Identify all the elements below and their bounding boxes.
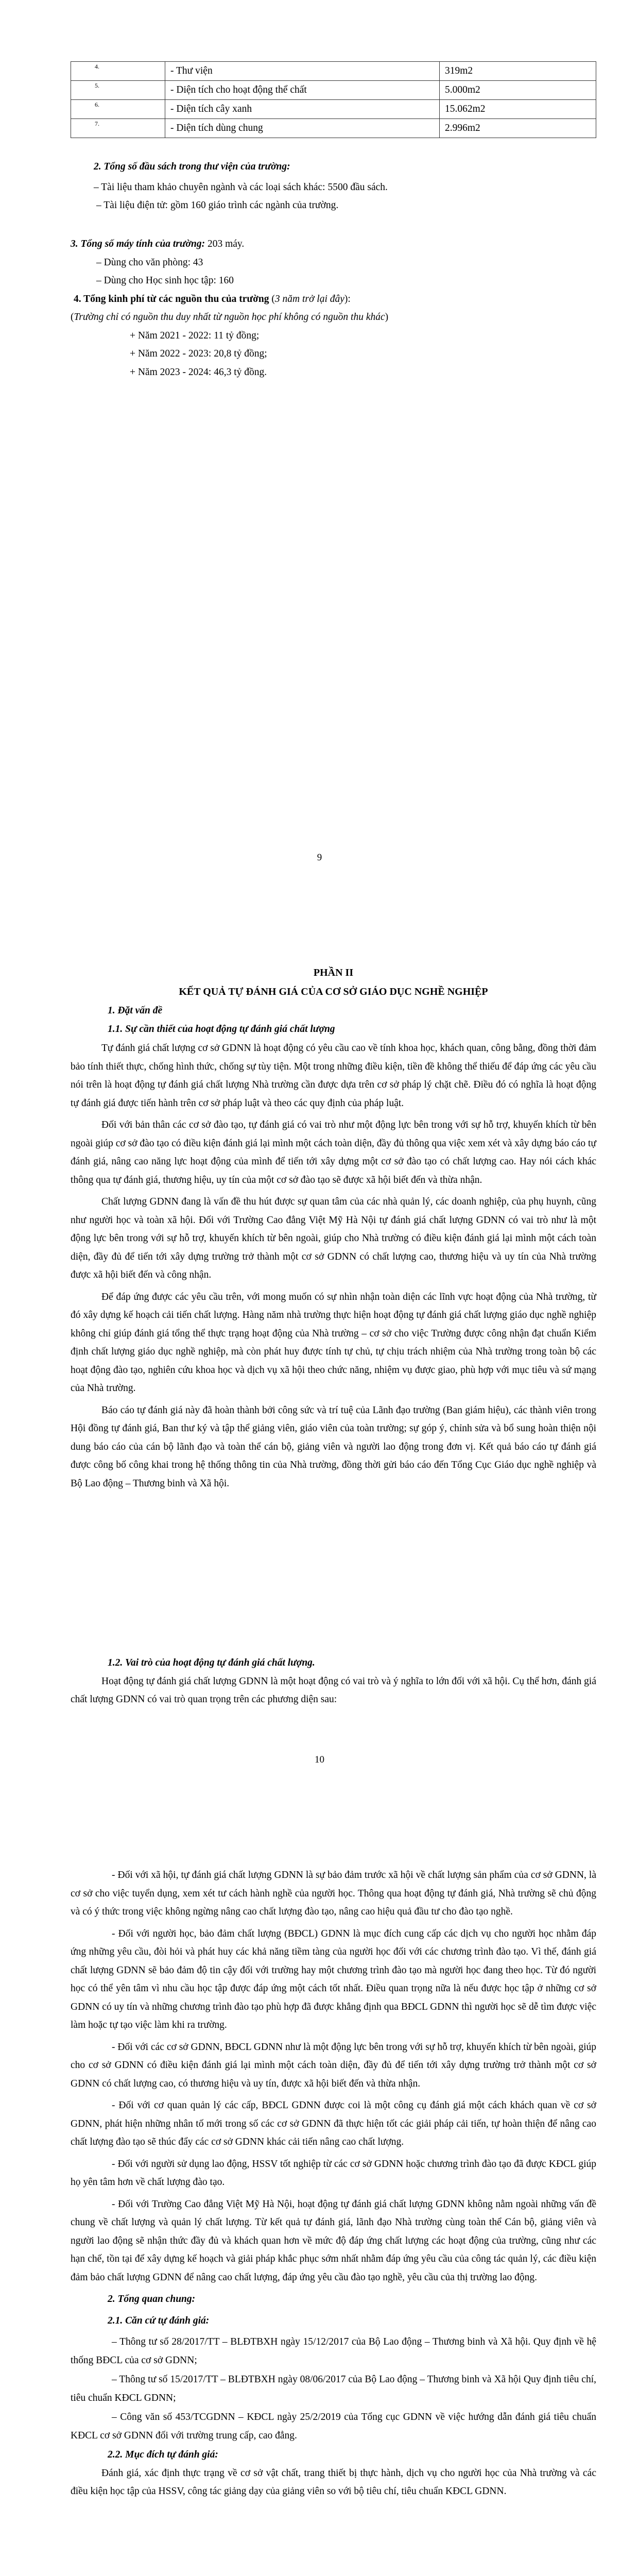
subsection-heading: 1.2. Vai trò của hoạt động tự đánh giá chất lượng. <box>108 1657 315 1668</box>
row-number: 4. <box>71 62 165 81</box>
part-title: KẾT QUẢ TỰ ĐÁNH GIÁ CỦA CƠ SỞ GIÁO DỤC NGHỀ NGHIỆP <box>179 986 488 997</box>
row-number: 6. <box>71 100 165 119</box>
computers-heading: 3. Tổng số máy tính của trường: <box>71 239 205 249</box>
roles-page <box>71 1866 596 2504</box>
section-heading: 2. Tổng quan chung: <box>108 2294 196 2304</box>
row-number: 5. <box>71 81 165 100</box>
library-item: – Tài liệu điện tử: gồm 160 giáo trình các ngành của trường. <box>96 200 339 211</box>
page-number: 10 <box>315 1754 324 1765</box>
funding-line <box>71 290 596 309</box>
library-item: – Tài liệu tham khảo chuyên ngành và các loại sách khác: 5500 đầu sách. <box>94 181 388 193</box>
role-item: - Đối với các cơ sở GDNN, BĐCL GDNN như là một động lực bên trong với sự hỗ trợ, khuyến khích từ bên ngoài, giúp cho cơ sở GDNN có điều kiện đánh giá lại mình một cách toàn diện, đầy đủ để tiến tới xây dựng trường trở thành một cơ sở GDNN có chất lượng cao, có thương hiệu và uy tín, được xã hội biết đến và thừa nhận. <box>71 2041 596 2089</box>
row-value: 319m2 <box>440 62 596 81</box>
funding-note-paren: ( <box>71 312 74 323</box>
subsection-heading: 2.1. Căn cứ tự đánh giá: <box>108 2315 210 2326</box>
table-row <box>71 81 596 100</box>
role-item: - Đối với người học, bảo đảm chất lượng (BĐCL) GDNN là mục đích cung cấp các dịch vụ cho người học nhằm đáp ứng những yêu cầu, đòi hỏi và phát huy các khả năng tiềm tàng của người học đối với các chương trình đào tạo. Vì thế, đánh giá chất lượng GDNN sẽ bảo đảm độ tin cậy đối với trường hay một chương trình đào tạo mà người học đang theo học. Từ đó người học có thể yên tâm vì nhu cầu học tập được đáp ứng một cách tốt nhất. Điều quan trọng nữa là nếu được học tập ở những cơ sở GDNN có uy tín và những chương trình đào tạo phù hợp đã được khẳng định qua BĐCL GDNN thì người học sẽ dễ tìm được việc làm hoặc tự tạo việc làm khi ra trường. <box>71 1928 596 2030</box>
funding-period: 3 năm trở lại đây <box>274 293 344 304</box>
funding-paren: ): <box>344 293 351 304</box>
library-section <box>71 158 596 215</box>
paragraph: Tự đánh giá chất lượng cơ sở GDNN là hoạt động có yêu cầu cao về tính khoa học, khách quan, công bằng, đồng thời đảm bảo tính thiết thực, chống hình thức, chống sự tùy tiện. Một trong những điều kiện, tiền đề không thể thiếu để đáp ứng các yêu cầu nói trên là hoạt động tự đánh giá chất lượng Nhà trường cần được dựa trên cơ sở pháp lý chặt chẽ. Điều đó có nghĩa là hoạt động tự đánh giá được tiến hành trên cơ sở pháp luật và theo các quy định của pháp luật. <box>71 1043 596 1109</box>
paragraph: Hoạt động tự đánh giá chất lượng GDNN là một hoạt động có vai trò và ý nghĩa to lớn đối với xã hội. Cụ thể hơn, đánh giá chất lượng GDNN có vai trò quan trọng trên các phương diện sau: <box>71 1675 596 1705</box>
computers-item: – Dùng cho văn phòng: 43 <box>96 257 203 268</box>
table-row <box>71 119 596 138</box>
role-item: - Đối với xã hội, tự đánh giá chất lượng GDNN là sự bảo đảm trước xã hội về chất lượng sản phẩm của cơ sở GDNN, là cơ sở cho việc tuyển dụng, xem xét tư cách hành nghề của người học. Thông qua hoạt động tự đánh giá, Nhà trường sẽ chủ động và có ý thức trong việc không ngừng nâng cao chất lượng đào tạo, nâng cao hiệu quả đầu tư cho đào tạo nghề. <box>71 1870 596 1917</box>
funding-item: + Năm 2021 - 2022: 11 tỷ đồng; <box>130 330 260 341</box>
role-item: - Đối với Trường Cao đẳng Việt Mỹ Hà Nội, hoạt động tự đánh giá chất lượng GDNN không nằm ngoài những vấn đề chung về chất lượng và quản lý chất lượng. Từ kết quả tự đánh giá, lãnh đạo Nhà trường cùng toàn thể Cán bộ, giảng viên và người lao động sẽ nhận thức đầy đủ và khách quan hơn về mức độ đáp ứng chất lượng các hoạt động của trường, cũng như các hạn chế, tồn tại để xây dựng kế hoạch và giải pháp khắc phục sớm nhất nhằm đáp ứng yêu cầu của công tác quản lý, các điều kiện đảm bảo chất lượng GDNN để nâng cao chất lượng, đáp ứng yêu cầu đào tạo nghề, yêu cầu của thị trường lao động. <box>71 2198 596 2283</box>
funding-item: + Năm 2022 - 2023: 20,8 tỷ đồng; <box>130 348 267 359</box>
funding-note-text: Trường chỉ có nguồn thu duy nhất từ nguồn học phí không có nguồn thu khác <box>74 312 385 323</box>
library-heading: 2. Tổng số đầu sách trong thư viện của trường: <box>94 161 290 172</box>
row-item: - Thư viện <box>165 62 440 81</box>
basis-item: – Công văn số 453/TCGDNN – KĐCL ngày 25/2/2019 của Tổng cục GDNN về việc hướng dẫn đánh giá tiêu chuẩn KĐCL cơ sở GDNN đối với trường trung cấp, cao đẳng. <box>71 2412 596 2441</box>
computers-line <box>71 235 596 253</box>
row-item: - Diện tích cây xanh <box>165 100 440 119</box>
basis-item: – Thông tư số 28/2017/TT – BLĐTBXH ngày 15/12/2017 của Bộ Lao động – Thương binh và Xã hội. Quy định về hệ thống BĐCL của cơ sở GDNN; <box>71 2336 596 2366</box>
computers-item: – Dùng cho Học sinh học tập: 160 <box>96 275 234 286</box>
row-number: 7. <box>71 119 165 138</box>
computers-section <box>71 235 596 381</box>
row-value: 5.000m2 <box>440 81 596 100</box>
paragraph: Đối với bản thân các cơ sở đào tạo, tự đánh giá có vai trò như một động lực bên trong với sự hỗ trợ, khuyến khích từ bên ngoài giúp cơ sở đào tạo có điều kiện đánh giá lại mình một cách toàn diện, đầy đủ thông qua việc xem xét và xây dựng báo cáo tự đánh giá, nâng cao năng lực hoạt động của mình để tiến tới xây dựng một cơ sở đào tạo có chất lượng cao. Hay nói cách khác thông qua tự đánh giá, thương hiệu, uy tín của một cơ sở đào tạo sẽ được xã hội biết đến và thừa nhận. <box>71 1120 596 1185</box>
table-row <box>71 62 596 81</box>
table-row <box>71 100 596 119</box>
row-value: 15.062m2 <box>440 100 596 119</box>
part-two-page <box>71 963 596 1496</box>
funding-item: + Năm 2023 - 2024: 46,3 tỷ đồng. <box>130 366 267 378</box>
paragraph: Đánh giá, xác định thực trạng về cơ sở vật chất, trang thiết bị thực hành, dịch vụ cho người học của Nhà trường và các điều kiện học tập của HSSV, công tác giảng dạy của giảng viên so với bộ tiêu chí, tiêu chuẩn KĐCL GDNN. <box>71 2467 596 2497</box>
row-value: 2.996m2 <box>440 119 596 138</box>
funding-heading: 4. Tổng kinh phí từ các nguồn thu của trường <box>74 293 269 304</box>
paragraph: Để đáp ứng được các yêu cầu trên, với mong muốn có sự nhìn nhận toàn diện các lĩnh vực hoạt động của Nhà trường, từ đó xây dựng kế hoạch cải tiến chất lượng. Hàng năm nhà trường thực hiện hoạt động tự đánh giá chất lượng giáo dục nghề nghiệp không chỉ giúp đánh giá tổng thể thực trạng hoạt động của Nhà trường – cơ sở cho việc Trường được công nhận đạt chuẩn Kiểm định chất lượng giáo dục nghề nghiệp, mà còn phát huy được tính tự chủ, tự chịu trách nhiệm của Nhà trường trong toàn bộ các hoạt động đào tạo, nghiên cứu khoa học và dịch vụ xã hội theo chức năng, nhiệm vụ được giao, phù hợp với mục tiêu và sứ mạng của Nhà trường. <box>71 1291 596 1394</box>
facility-area-table <box>71 61 596 138</box>
row-item: - Diện tích dùng chung <box>165 119 440 138</box>
funding-note-paren: ) <box>385 312 389 323</box>
role-item: - Đối với cơ quan quản lý các cấp, BĐCL GDNN được coi là một công cụ đánh giá một cách khách quan về cơ sở GDNN, phát hiện những nhân tố mới trong số các cơ sở GDNN đã thực hiện tốt các giải pháp cải tiến, tự hoàn thiện để nâng cao chất lượng đào tạo sẽ thúc đẩy các cơ sở GDNN khác cải tiến nâng cao chất lượng. <box>71 2100 596 2147</box>
funding-note <box>71 308 596 327</box>
part-label: PHẦN II <box>313 967 354 978</box>
subsection-heading: 1.1. Sự cần thiết của hoạt động tự đánh giá chất lượng <box>108 1023 335 1035</box>
computers-value: 203 máy. <box>205 239 245 249</box>
row-item: - Diện tích cho hoạt động thể chất <box>165 81 440 100</box>
role-item: - Đối với người sử dụng lao động, HSSV tốt nghiệp từ các cơ sở GDNN hoặc chương trình đào tạo đã được KĐCL giúp họ yên tâm hơn về chất lượng đào tạo. <box>71 2158 596 2188</box>
section-heading: 1. Đặt vấn đề <box>108 1005 163 1016</box>
basis-item: – Thông tư số 15/2017/TT – BLĐTBXH ngày 08/06/2017 của Bộ Lao động – Thương binh và Xã hội Quy định tiêu chí, tiêu chuẩn KĐCL GDNN; <box>71 2374 596 2403</box>
role-section <box>71 1654 596 1713</box>
funding-paren: ( <box>269 293 275 304</box>
paragraph: Báo cáo tự đánh giá này đã hoàn thành bởi công sức và trí tuệ của Lãnh đạo trường (Ban giám hiệu), các thành viên trong Hội đồng tự đánh giá, Ban thư ký và tập thể giảng viên, giáo viên của toàn trường; sự góp ý, chỉnh sửa và bổ sung hoàn thiện nội dung báo cáo của cán bộ lãnh đạo và toàn thể cán bộ, giảng viên và người lao động trong đơn vị. Kết quả báo cáo tự đánh giá được công bố công khai trong hệ thống thông tin của Nhà trường, đồng thời gửi báo cáo đến Tổng Cục Giáo dục nghề nghiệp và Bộ Lao động – Thương binh và Xã hội. <box>71 1404 596 1489</box>
page-number: 9 <box>317 852 322 863</box>
paragraph: Chất lượng GDNN đang là vấn đề thu hút được sự quan tâm của các nhà quản lý, các doanh nghiệp, của phụ huynh, cũng như người học và toàn xã hội. Đối với Trường Cao đẳng Việt Mỹ Hà Nội tự đánh giá chất lượng GDNN có vai trò như là một động lực bên trong với sự hỗ trợ, khuyến khích từ bên ngoài, giúp cho Nhà trường có điều kiện đánh giá lại mình một cách toàn diện, đầy đủ để tiến tới xây dựng trường trở thành một cơ sở GDNN có chất lượng cao, thương hiệu và uy tín của Nhà trường được xã hội biết đến và công nhận. <box>71 1196 596 1280</box>
subsection-heading: 2.2. Mục đích tự đánh giá: <box>108 2449 218 2460</box>
